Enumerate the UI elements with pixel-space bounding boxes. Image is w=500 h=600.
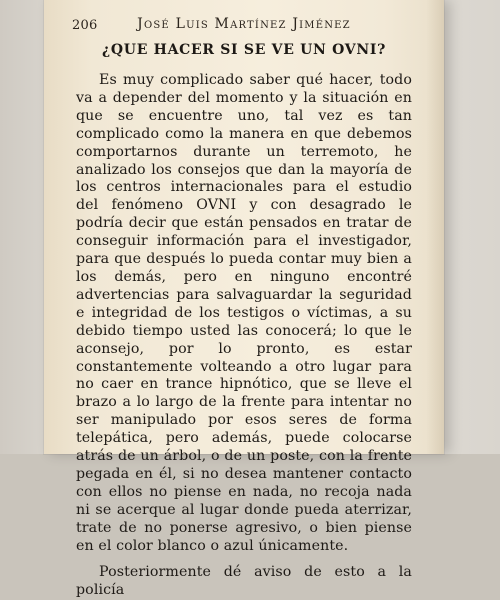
body-text	[76, 72, 412, 600]
page-edge-shadow	[426, 0, 444, 454]
page-number: 206	[72, 18, 98, 33]
paragraph-2: Posteriormente dé aviso de esto a la policía	[76, 564, 412, 599]
running-head: José Luis Martínez Jiménez	[137, 16, 351, 32]
page-header	[44, 16, 444, 36]
section-title: ¿QUE HACER SI SE VE UN OVNI?	[101, 42, 386, 58]
paragraph-1: Es muy complicado saber qué hacer, todo va a depender del momento y la situación en que se encuentre uno, tal vez es tan complicado como la manera en que debemos comportarnos durante un terremoto, he analizado los consejos que dan la mayoría de los centros internacionales para el estudio del fenómeno OVNI y con desagrado le podría decir que están pensados en tratar de conseguir información para el investigador, para que después lo pueda contar muy bien a los demás, pero en ninguno encontré advertencias para salvaguardar la seguridad e integridad de los testigos o víctimas, a su debido tiempo usted las conocerá; lo que le aconsejo, por lo pronto, es estar constantemente volteando a otro lugar para no caer en trance hipnótico, que se lleve el brazo a lo largo de la frente para intentar no ser manipulado por esos seres de forma telepática, pero además, puede colocarse atrás de un árbol, o de un poste, con la frente pegada en él, si no desea mantener contacto con ellos no piense en nada, no recoja nada ni se acerque al lugar donde pueda aterrizar, trate de no ponerse agresivo, o bien piense en el color blanco o azul únicamente.	[76, 72, 412, 554]
book-page	[44, 0, 444, 599]
